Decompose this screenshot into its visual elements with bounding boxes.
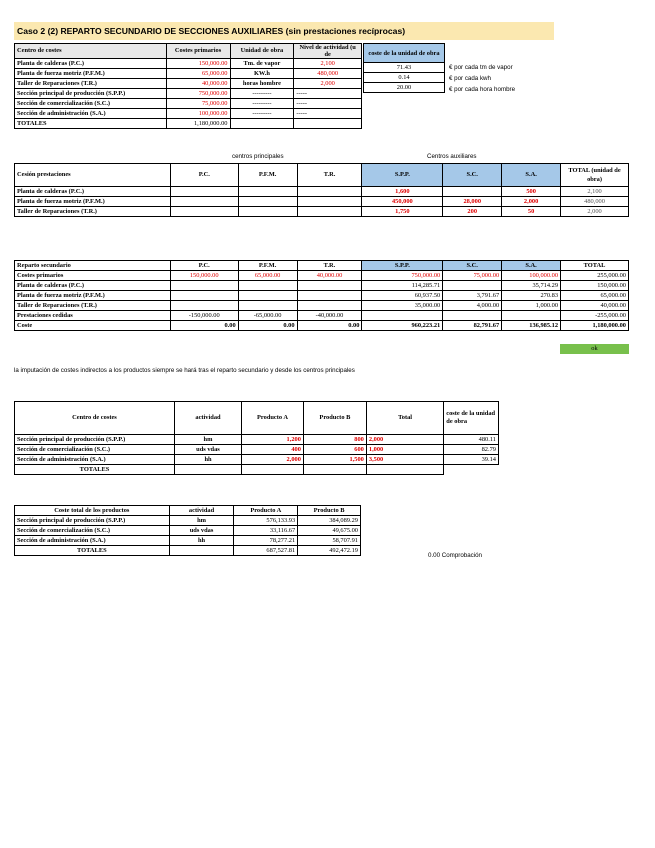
- header-cell: Unidad de obra: [230, 44, 294, 59]
- cell: 1,000: [366, 445, 443, 455]
- cell: 576,133.93: [234, 516, 298, 526]
- cell: -----: [294, 109, 362, 119]
- cell: Tm. de vapor: [230, 59, 294, 69]
- header-cell: S.C.: [443, 261, 502, 271]
- row-label: Prestaciones cedidas: [15, 311, 171, 321]
- cell: 1,500: [303, 455, 366, 465]
- cell: -255,000.00: [561, 311, 629, 321]
- cell: KW.h: [230, 69, 294, 79]
- cell: 2,000: [294, 79, 362, 89]
- row-label: Coste: [15, 321, 171, 331]
- activity-table: [14, 401, 499, 475]
- cell: -65,000.00: [238, 311, 297, 321]
- header-cell: S.C.: [443, 164, 502, 187]
- cell: 400: [242, 445, 304, 455]
- row-label: Sección principal de producción (S.P.P.): [15, 435, 175, 445]
- cell: ---------: [230, 99, 294, 109]
- cell: -150,000.00: [170, 311, 238, 321]
- row-label: Sección principal de producción (S.P.P.): [15, 89, 167, 99]
- header-cell: S.P.P.: [362, 261, 443, 271]
- total-label: TOTALES: [15, 465, 175, 475]
- row-label: Taller de Reparaciones (T.R.): [15, 207, 171, 217]
- row-label: Planta de fuerza motriz (P.F.M.): [15, 69, 167, 79]
- header-cell: Centro de costes: [15, 44, 167, 59]
- cell: -40,000.00: [297, 311, 362, 321]
- cell: 0.14: [364, 73, 445, 83]
- header-cell: P.C.: [170, 261, 238, 271]
- cell: 600: [303, 445, 366, 455]
- header-cell: Producto A: [234, 506, 298, 516]
- cell: 3,791.67: [443, 291, 502, 301]
- group-label-main: centros principales: [232, 153, 284, 160]
- cell: 960,223.21: [362, 321, 443, 331]
- row-label: Sección de administración (S.A.): [15, 455, 175, 465]
- cell: 2,000: [502, 197, 561, 207]
- header-cell: TOTAL: [561, 261, 629, 271]
- header-cell: T.R.: [297, 164, 362, 187]
- row-label: Planta de calderas (P.C.): [15, 281, 171, 291]
- row-label: Planta de fuerza motriz (P.F.M.): [15, 197, 171, 207]
- row-label: Taller de Reparaciones (T.R.): [15, 301, 171, 311]
- header-cell: coste de la unidad de obra: [444, 402, 499, 435]
- cell: 82.79: [444, 445, 499, 455]
- cell: 2,000: [561, 207, 629, 217]
- cell: 480,000: [294, 69, 362, 79]
- header-cell: actividad: [169, 506, 234, 516]
- total-cell: 1,180,000.00: [166, 119, 230, 129]
- cell: 65,000.00: [166, 69, 230, 79]
- cell: 49,675.00: [298, 526, 361, 536]
- cell: [443, 281, 502, 291]
- cell: 65,000.00: [238, 271, 297, 281]
- header-cell: TOTAL (unidad de obra): [561, 164, 629, 187]
- product-cost-table: [14, 505, 361, 556]
- cell: 75,000.00: [166, 99, 230, 109]
- service-transfers-table: [14, 163, 629, 217]
- cell: 200: [443, 207, 502, 217]
- row-label: Planta de calderas (P.C.): [15, 187, 171, 197]
- cell: 2,000: [242, 455, 304, 465]
- cell: 500: [502, 187, 561, 197]
- header-cell: S.P.P.: [362, 164, 443, 187]
- cell: 150,000.00: [166, 59, 230, 69]
- header-cell: P.C.: [170, 164, 238, 187]
- header-cell: Total: [366, 402, 443, 435]
- cell: 100,000.00: [166, 109, 230, 119]
- cell: 33,116.67: [234, 526, 298, 536]
- row-label: Sección de comercialización (S.C.): [15, 445, 175, 455]
- header-cell: Reparto secundario: [15, 261, 171, 271]
- cell: 100,000.00: [502, 271, 561, 281]
- cell: 450,000: [362, 197, 443, 207]
- cell: [443, 187, 502, 197]
- header-cell: T.R.: [297, 261, 362, 271]
- cost-centers-table: [14, 43, 362, 129]
- row-label: Sección de administración (S.A.): [15, 109, 167, 119]
- group-label-aux: Centros auxiliares: [427, 153, 477, 160]
- note-imputation: la imputación de costes indirectos a los productos siempre se hará tras el reparto secundario y desde los centros principales: [14, 367, 355, 374]
- header-cell: Cesión prestaciones: [15, 164, 171, 187]
- row-label: Sección principal de producción (S.P.P.): [15, 516, 170, 526]
- cell: 1,000.00: [502, 301, 561, 311]
- row-label: Sección de administración (S.A.): [15, 536, 170, 546]
- cell: 40,000.00: [561, 301, 629, 311]
- unit-note: € por cada tm de vapor: [449, 64, 513, 71]
- check-label: 0.00 Comprobación: [428, 552, 483, 559]
- cell: 750,000.00: [166, 89, 230, 99]
- cell: 40,000.00: [297, 271, 362, 281]
- cell: 20.00: [364, 83, 445, 93]
- cell: 50: [502, 207, 561, 217]
- cell: ---------: [230, 89, 294, 99]
- cell: -----: [294, 89, 362, 99]
- unit-note: € por cada kwh: [449, 75, 491, 82]
- cell: hm: [174, 435, 241, 445]
- cell: 0.00: [170, 321, 238, 331]
- header-cell: coste de la unidad de obra: [364, 44, 445, 63]
- row-label: Taller de Reparaciones (T.R.): [15, 79, 167, 89]
- cell: hh: [169, 536, 234, 546]
- total-label: TOTALES: [15, 119, 167, 129]
- cell: 65,000.00: [561, 291, 629, 301]
- ok-badge: ok: [560, 344, 629, 354]
- row-label: Sección de comercialización (S.C.): [15, 526, 170, 536]
- cell: 40,000.00: [166, 79, 230, 89]
- cell: 480,000: [561, 197, 629, 207]
- cell: hh: [174, 455, 241, 465]
- cell: 150,000.00: [170, 271, 238, 281]
- cell: -----: [294, 99, 362, 109]
- cell: 136,985.12: [502, 321, 561, 331]
- cell: 270.83: [502, 291, 561, 301]
- cell: 75,000.00: [443, 271, 502, 281]
- header-cell: actividad: [174, 402, 241, 435]
- cell: uds vdas: [169, 526, 234, 536]
- header-cell: Coste total de los productos: [15, 506, 170, 516]
- cell: 2,100: [561, 187, 629, 197]
- header-cell: S.A.: [502, 164, 561, 187]
- cell: 2,100: [294, 59, 362, 69]
- unit-cost-table: [363, 43, 445, 93]
- cell: 4,000.00: [443, 301, 502, 311]
- header-cell: Producto B: [298, 506, 361, 516]
- cell: 1,750: [362, 207, 443, 217]
- cell: horas hombre: [230, 79, 294, 89]
- unit-note: € por cada hora hombre: [449, 86, 516, 93]
- cell: 255,000.00: [561, 271, 629, 281]
- cell: hm: [169, 516, 234, 526]
- cell: 1,180,000.00: [561, 321, 629, 331]
- cell: 58,707.91: [298, 536, 361, 546]
- cell: ---------: [230, 109, 294, 119]
- cell: 750,000.00: [362, 271, 443, 281]
- cell: 35,714.29: [502, 281, 561, 291]
- cell: 82,791.67: [443, 321, 502, 331]
- cell: 384,089.29: [298, 516, 361, 526]
- header-cell: Costes primarios: [166, 44, 230, 59]
- header-cell: Producto B: [303, 402, 366, 435]
- header-cell: P.F.M.: [238, 164, 297, 187]
- header-cell: Producto A: [242, 402, 304, 435]
- cell: 39.14: [444, 455, 499, 465]
- cell: 1,600: [362, 187, 443, 197]
- cell: 480.11: [444, 435, 499, 445]
- row-label: Costes primarios: [15, 271, 171, 281]
- cell: 114,285.71: [362, 281, 443, 291]
- cell: 800: [303, 435, 366, 445]
- secondary-allocation-table: [14, 260, 629, 331]
- cell: 60,937.50: [362, 291, 443, 301]
- header-cell: Nivel de actividad (u de: [294, 44, 362, 59]
- cell: 78,277.21: [234, 536, 298, 546]
- total-cell: 492,472.19: [298, 546, 361, 556]
- header-cell: S.A.: [502, 261, 561, 271]
- cell: 0.00: [238, 321, 297, 331]
- cell: 150,000.00: [561, 281, 629, 291]
- header-cell: P.F.M.: [238, 261, 297, 271]
- row-label: Planta de calderas (P.C.): [15, 59, 167, 69]
- cell: 3,500: [366, 455, 443, 465]
- cell: 1,200: [242, 435, 304, 445]
- cell: 28,000: [443, 197, 502, 207]
- sheet-title: Caso 2 (2) REPARTO SECUNDARIO DE SECCIONES AUXILIARES (sin prestaciones recíprocas): [14, 22, 554, 40]
- cell: 0.00: [297, 321, 362, 331]
- cell: 71.43: [364, 63, 445, 73]
- cell: 2,000: [366, 435, 443, 445]
- cell: uds vdas: [174, 445, 241, 455]
- total-cell: 687,527.81: [234, 546, 298, 556]
- row-label: Sección de comercialización (S.C.): [15, 99, 167, 109]
- header-cell: Centro de costes: [15, 402, 175, 435]
- total-label: TOTALES: [15, 546, 170, 556]
- row-label: Planta de fuerza motriz (P.F.M.): [15, 291, 171, 301]
- cell: 35,000.00: [362, 301, 443, 311]
